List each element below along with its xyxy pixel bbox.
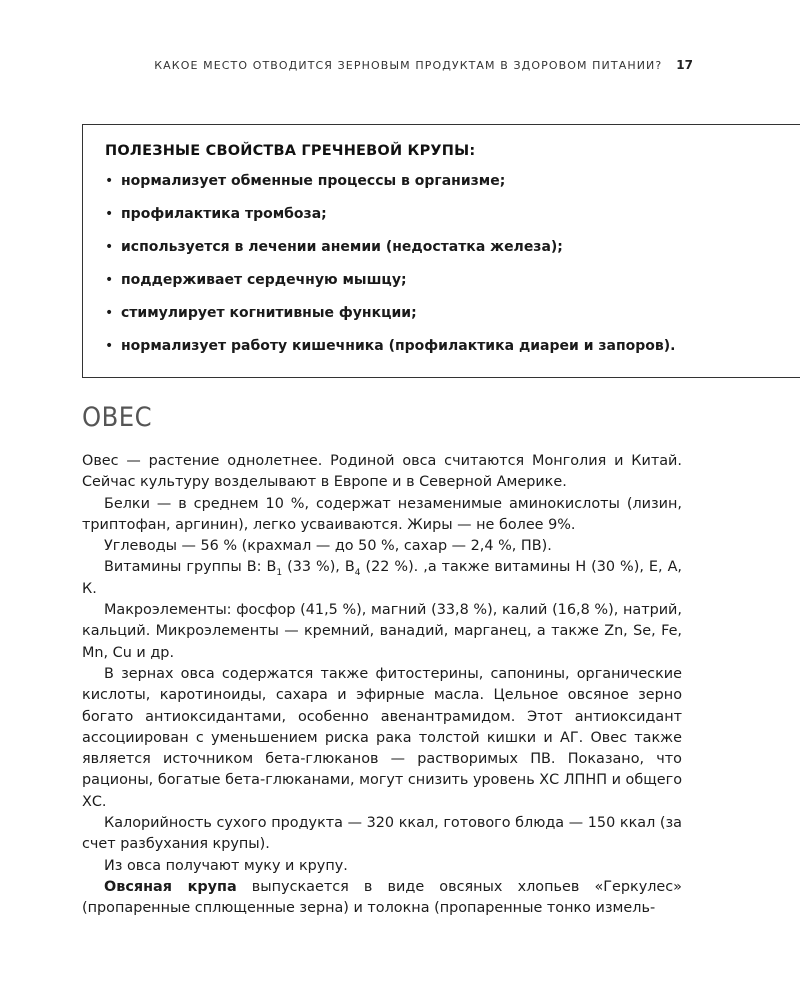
- paragraph-compounds: В зернах овса содержатся также фитостерины, сапонины, органические кислоты, каротиноиды, сахара и эфирные масла. Цельное овсяное зерно богато антиоксидантами, особенно авенантрамидом. Этот антиоксидант ассоциирован с уменьшением риска рака толстой кишки и АГ. Овес также является источником бета-глюканов — растворимых ПВ. Показано, что рационы, богатые бета-глюканами, могут снизить уровень ХС ЛПНП и общего ХС.: [82, 665, 682, 810]
- list-item: [105, 272, 675, 305]
- bullet-icon: •: [105, 272, 114, 288]
- bullet-icon: •: [105, 173, 114, 189]
- list-item: [105, 305, 675, 338]
- benefit-list: [105, 173, 675, 371]
- term-oat-groats: Овсяная крупа: [104, 878, 237, 895]
- list-item: [105, 206, 675, 239]
- bullet-icon: •: [105, 305, 114, 321]
- paragraph-vitamins: Витамины группы В: $В_1$ (33 %), $В_4$ (22 %). ,а также витамины Н (30 %), Е, А, К.: [82, 559, 682, 597]
- section-heading: ОВЕС: [82, 402, 153, 433]
- list-item: [105, 239, 675, 272]
- bullet-icon: •: [105, 338, 114, 354]
- list-item-text: нормализует обменные процессы в организме;: [121, 173, 506, 189]
- list-item-text: используется в лечении анемии (недостатка железа);: [121, 239, 563, 255]
- list-item-text: стимулирует когнитивные функции;: [121, 305, 417, 321]
- list-item: [105, 338, 675, 371]
- list-item-text: поддерживает сердечную мышцу;: [121, 272, 407, 288]
- list-item: [105, 173, 675, 206]
- running-header: [0, 58, 693, 72]
- paragraph-origin: Овес — растение однолетнее. Родиной овса считаются Монголия и Китай. Сейчас культуру возделывают в Европе и в Северной Америке.: [82, 453, 682, 491]
- paragraph-oat-groats: Овсяная крупа выпускается в виде овсяных хлопьев «Геркулес» (пропаренные сплющенные зерна) и толокна (пропаренные тонко измель-: [82, 878, 682, 917]
- running-title: КАКОЕ МЕСТО ОТВОДИТСЯ ЗЕРНОВЫМ ПРОДУКТАМ В ЗДОРОВОМ ПИТАНИИ?: [154, 59, 663, 72]
- infobox-title: ПОЛЕЗНЫЕ СВОЙСТВА ГРЕЧНЕВОЙ КРУПЫ:: [105, 143, 476, 159]
- paragraph-proteins: Белки — в среднем 10 %, содержат незаменимые аминокислоты (лизин, триптофан, аргинин), легко усваиваются. Жиры — не более 9%.: [82, 495, 682, 533]
- buckwheat-benefits-box: [82, 124, 800, 378]
- body-text: [82, 451, 682, 920]
- paragraph-calories: Калорийность сухого продукта — 320 ккал, готового блюда — 150 ккал (за счет разбухания крупы).: [82, 815, 682, 853]
- bullet-icon: •: [105, 206, 114, 222]
- bullet-icon: •: [105, 239, 114, 255]
- list-item-text: профилактика тромбоза;: [121, 206, 327, 222]
- list-item-text: нормализует работу кишечника (профилактика диареи и запоров).: [121, 338, 676, 354]
- page-number: 17: [676, 58, 693, 72]
- paragraph-minerals: Макроэлементы: фосфор (41,5 %), магний (33,8 %), калий (16,8 %), натрий, кальций. Микроэлементы — кремний, ванадий, марганец, а также Zn, Se, Fe, Mn, Cu и др.: [82, 602, 682, 661]
- paragraph-products: Из овса получают муку и крупу.: [104, 857, 348, 874]
- paragraph-carbohydrates: Углеводы — 56 % (крахмал — до 50 %, сахар — 2,4 %, ПВ).: [104, 538, 552, 555]
